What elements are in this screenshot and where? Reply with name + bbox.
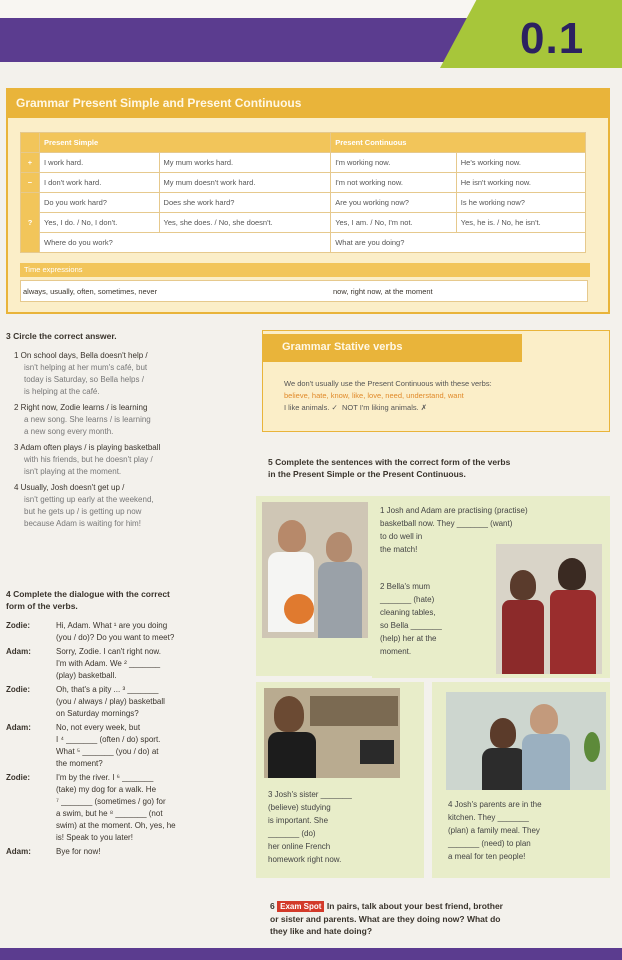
jacket bbox=[482, 748, 526, 790]
stative-example-wrong: NOT I'm liking animals. ✗ bbox=[341, 403, 428, 412]
dialogue-text: (take) my dog for a walk. He bbox=[56, 785, 157, 794]
table-cell: Yes, he is. / No, he isn't. bbox=[456, 213, 585, 233]
caption-line: 3 Josh's sister _______ bbox=[268, 790, 352, 799]
list-item: a new song every month. bbox=[24, 427, 114, 436]
caption-line: a meal for ten people! bbox=[448, 852, 526, 861]
head bbox=[530, 704, 558, 734]
caption-line: 4 Josh's parents are in the bbox=[448, 800, 542, 809]
tense-table-header-row bbox=[21, 133, 586, 153]
table-cell: What are you doing? bbox=[331, 233, 586, 253]
photo-cafe-women bbox=[496, 544, 602, 674]
dialogue-line bbox=[6, 646, 250, 682]
caption-line: basketball now. They _______ (want) bbox=[380, 519, 513, 528]
stative-title: Grammar Stative verbs bbox=[282, 341, 403, 353]
exercise-6-text: or sister and parents. What are they doing now? What do bbox=[270, 914, 501, 924]
list-item: isn't playing at the moment. bbox=[24, 467, 122, 476]
table-row bbox=[21, 193, 586, 213]
exercise-4-title-2: form of the verbs. bbox=[6, 601, 78, 611]
dialogue-text: a swim, but he ⁸ _______ (not bbox=[56, 809, 163, 818]
basketball bbox=[284, 594, 314, 624]
list-item: 2 Right now, Zodie learns / is learning bbox=[14, 403, 148, 412]
grammar-title: Grammar Present Simple and Present Continuous bbox=[16, 96, 302, 110]
exam-spot-badge: Exam Spot bbox=[277, 901, 324, 912]
head bbox=[278, 520, 306, 552]
stative-rule: We don't usually use the Present Continuous with these verbs: bbox=[284, 379, 492, 388]
table-cell: Yes, I do. / No, I don't. bbox=[40, 213, 160, 233]
caption-line: kitchen. They _______ bbox=[448, 813, 529, 822]
list-item: with his friends, but he doesn't play / bbox=[24, 455, 153, 464]
bookshelf bbox=[310, 696, 398, 726]
time-expressions-row bbox=[20, 280, 588, 302]
dialogue-text: is! Speak to you later! bbox=[56, 833, 133, 842]
dialogue-text: I'm with Adam. We ² _______ bbox=[56, 659, 161, 668]
caption-line: 1 Josh and Adam are practising (practise) bbox=[380, 506, 528, 515]
table-row bbox=[21, 213, 586, 233]
question-symbol: ? bbox=[21, 193, 40, 253]
exercise-5-title-line: 5 Complete the sentences with the correct form of the verbs bbox=[268, 457, 511, 467]
head bbox=[490, 718, 516, 748]
stative-example-correct: I like animals. ✓ bbox=[284, 403, 338, 412]
photo-parents-kitchen bbox=[446, 692, 606, 790]
caption-line: so Bella _______ bbox=[380, 621, 442, 630]
stative-text bbox=[284, 378, 594, 414]
table-cell: He's working now. bbox=[456, 153, 585, 173]
laptop bbox=[360, 740, 394, 764]
exercise-5-title-line: in the Present Simple or the Present Continuous. bbox=[268, 469, 466, 479]
head bbox=[558, 558, 586, 590]
caption-line: _______ (need) to plan bbox=[448, 839, 531, 848]
dialogue-text: Sorry, Zodie. I can't right now. bbox=[56, 647, 161, 656]
list-item: isn't getting up early at the weekend, bbox=[24, 495, 154, 504]
footer-band bbox=[0, 948, 622, 960]
speaker: Adam: bbox=[6, 847, 31, 856]
list-item: because Adam is waiting for him! bbox=[24, 519, 141, 528]
dialogue-text: swim) at the moment. Oh, yes, he bbox=[56, 821, 176, 830]
dialogue-text: (play) basketball. bbox=[56, 671, 117, 680]
table-cell: My mum works hard. bbox=[159, 153, 331, 173]
exercise-5-title bbox=[268, 456, 608, 480]
table-cell: I'm not working now. bbox=[331, 173, 457, 193]
unit-number: 0.1 bbox=[520, 14, 585, 63]
table-cell: Where do you work? bbox=[40, 233, 331, 253]
exercise-4-title: 4 Complete the dialogue with the correct bbox=[6, 589, 170, 599]
sweater bbox=[268, 732, 316, 778]
table-cell: Yes, she does. / No, she doesn't. bbox=[159, 213, 331, 233]
dialogue-line bbox=[6, 684, 250, 720]
caption-line: the match! bbox=[380, 545, 418, 554]
hoodie bbox=[318, 562, 362, 638]
dialogue-text: I ⁴ _______ (often / do) sport. bbox=[56, 735, 161, 744]
table-row bbox=[21, 153, 586, 173]
dialogue-line bbox=[6, 772, 250, 844]
dialogue-text: No, not every week, but bbox=[56, 723, 141, 732]
caption-line: her online French bbox=[268, 842, 331, 851]
dialogue-text: Oh, that's a pity ... ³ _______ bbox=[56, 685, 159, 694]
table-cell: I'm working now. bbox=[331, 153, 457, 173]
table-cell: My mum doesn't work hard. bbox=[159, 173, 331, 193]
caption-line: cleaning tables, bbox=[380, 608, 436, 617]
plant bbox=[584, 732, 600, 762]
photo-boys-basketball bbox=[262, 502, 368, 638]
exercise-4 bbox=[6, 588, 250, 858]
dialogue-text: What ⁵ _______ (you / do) at bbox=[56, 747, 159, 756]
caption-line: (plan) a family meal. They bbox=[448, 826, 540, 835]
dialogue-text: Bye for now! bbox=[56, 847, 101, 856]
speaker: Zodie: bbox=[6, 773, 30, 782]
caption-line: (help) her at the bbox=[380, 634, 437, 643]
head bbox=[274, 696, 304, 732]
apron bbox=[550, 590, 596, 674]
time-expressions-header: Time expressions bbox=[20, 263, 590, 277]
exercise-3 bbox=[6, 330, 246, 530]
table-row bbox=[21, 233, 586, 253]
dialogue-line bbox=[6, 722, 250, 770]
tense-table bbox=[20, 132, 586, 253]
list-item: 1 On school days, Bella doesn't help / bbox=[14, 351, 148, 360]
list-item: isn't helping at her mum's café, but bbox=[24, 363, 148, 372]
table-cell: Are you working now? bbox=[331, 193, 457, 213]
exercise-6-text: they like and hate doing? bbox=[270, 926, 373, 936]
caption-line: is important. She bbox=[268, 816, 329, 825]
caption-line: 2 Bella's mum bbox=[380, 582, 430, 591]
table-cell: I don't work hard. bbox=[40, 173, 160, 193]
speaker: Zodie: bbox=[6, 685, 30, 694]
table-cell: Does she work hard? bbox=[159, 193, 331, 213]
caption-4 bbox=[448, 798, 606, 863]
table-row bbox=[21, 173, 586, 193]
caption-3 bbox=[268, 788, 418, 866]
dialogue-line bbox=[6, 846, 250, 858]
speaker: Zodie: bbox=[6, 621, 30, 630]
header-present-simple: Present Simple bbox=[40, 133, 331, 153]
dialogue-text: on Saturday mornings? bbox=[56, 709, 139, 718]
caption-line: homework right now. bbox=[268, 855, 342, 864]
minus-symbol: − bbox=[21, 173, 40, 193]
plus-symbol: + bbox=[21, 153, 40, 173]
list-item: 4 Usually, Josh doesn't get up / bbox=[14, 483, 125, 492]
dialogue-text: Hi, Adam. What ¹ are you doing bbox=[56, 621, 168, 630]
table-cell: Is he working now? bbox=[456, 193, 585, 213]
caption-line: to do well in bbox=[380, 532, 423, 541]
exercise-6-number: 6 bbox=[270, 901, 275, 911]
list-item: today is Saturday, so Bella helps / bbox=[24, 375, 144, 384]
dialogue-line bbox=[6, 620, 250, 644]
list-item: a new song. She learns / is learning bbox=[24, 415, 151, 424]
table-cell: I work hard. bbox=[40, 153, 160, 173]
dialogue-text: (you / do)? Do you want to meet? bbox=[56, 633, 175, 642]
list-item: but he gets up / is getting up now bbox=[24, 507, 142, 516]
photo-sister-laptop bbox=[264, 688, 400, 778]
head bbox=[326, 532, 352, 562]
speaker: Adam: bbox=[6, 647, 31, 656]
caption-2 bbox=[380, 580, 490, 658]
caption-line: moment. bbox=[380, 647, 412, 656]
exercise-6 bbox=[270, 900, 610, 937]
stative-verbs: believe, hate, know, like, love, need, understand, want bbox=[284, 391, 464, 400]
caption-line: _______ (hate) bbox=[380, 595, 435, 604]
dialogue-text: I'm by the river. I ⁶ _______ bbox=[56, 773, 154, 782]
dialogue-text: the moment? bbox=[56, 759, 103, 768]
time-expressions-simple: always, usually, often, sometimes, never bbox=[23, 287, 158, 296]
dialogue-text: ⁷ _______ (sometimes / go) for bbox=[56, 797, 166, 806]
list-item: is helping at the café. bbox=[24, 387, 100, 396]
apron bbox=[502, 600, 544, 674]
list-item: 3 Adam often plays / is playing basketball bbox=[14, 443, 161, 452]
time-expressions-continuous: now, right now, at the moment bbox=[333, 287, 433, 296]
speaker: Adam: bbox=[6, 723, 31, 732]
dialogue-text: (you / always / play) basketball bbox=[56, 697, 165, 706]
exercise-6-text: In pairs, talk about your best friend, brother bbox=[326, 901, 503, 911]
shirt bbox=[522, 734, 570, 790]
head bbox=[510, 570, 536, 600]
table-cell: Yes, I am. / No, I'm not. bbox=[331, 213, 457, 233]
table-cell: Do you work hard? bbox=[40, 193, 160, 213]
header-present-continuous: Present Continuous bbox=[331, 133, 586, 153]
exercise-3-title: 3 Circle the correct answer. bbox=[6, 331, 117, 341]
caption-line: _______ (do) bbox=[268, 829, 316, 838]
table-cell: He isn't working now. bbox=[456, 173, 585, 193]
caption-line: (believe) studying bbox=[268, 803, 331, 812]
